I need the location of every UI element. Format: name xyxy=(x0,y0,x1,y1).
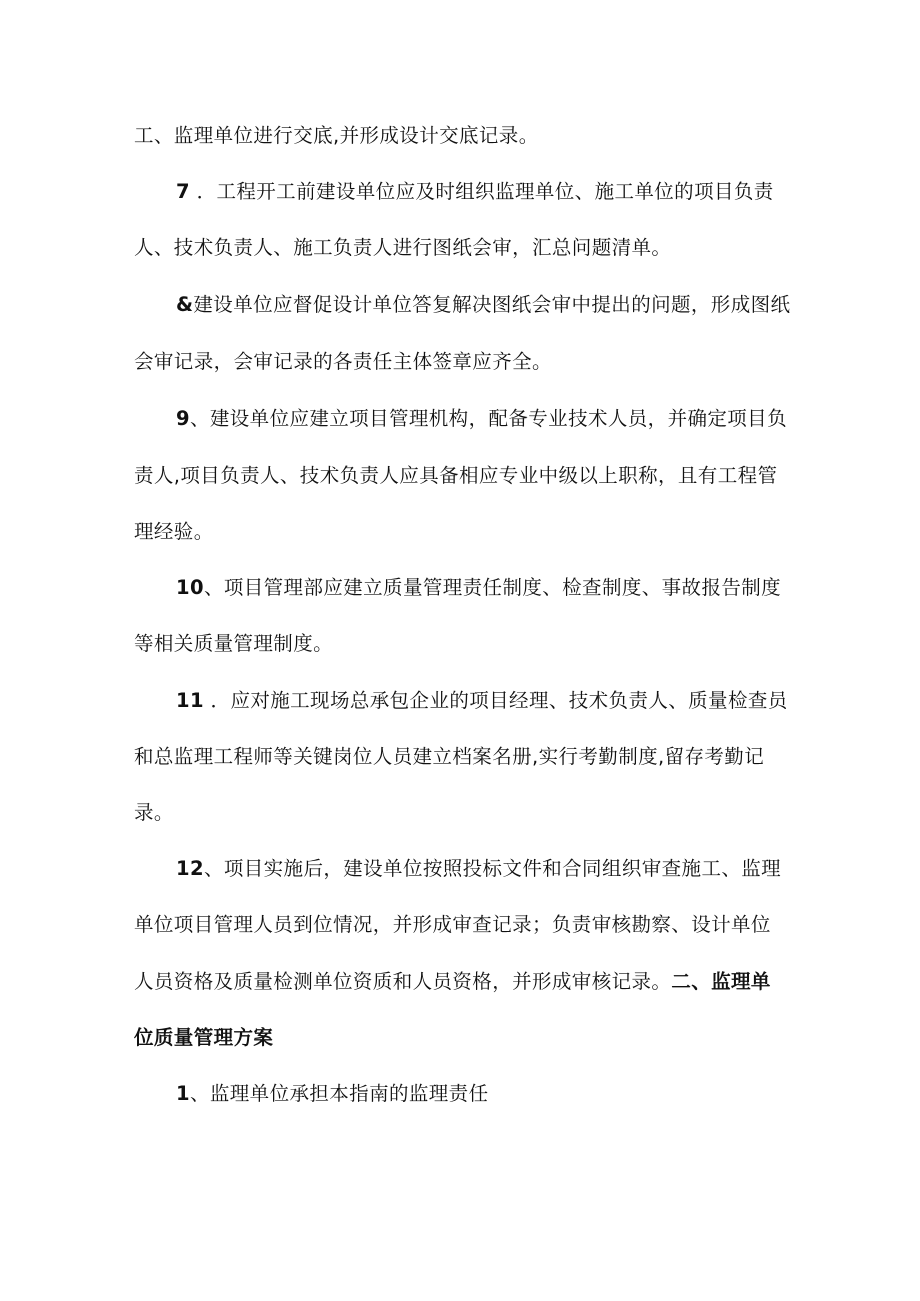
line-text: ．应对施工现场总承包企业的项目经理、技术负责人、质量检查员 xyxy=(210,689,788,712)
item-number: & xyxy=(176,293,194,316)
paragraph-line xyxy=(134,628,333,660)
section-heading-end xyxy=(134,1022,273,1054)
paragraph-line xyxy=(134,346,552,378)
section-heading-start: 二、监理单 xyxy=(671,970,771,993)
line-text: 单位项目管理人员到位情况，并形成审查记录；负责审核勘察、设计单位 xyxy=(134,913,771,936)
paragraph-line xyxy=(134,797,174,829)
paragraph-line xyxy=(176,1078,488,1110)
paragraph-line xyxy=(134,909,771,941)
line-text: 录。 xyxy=(134,801,174,824)
line-text: 位质量管理方案 xyxy=(134,1026,274,1049)
item-number: 1 xyxy=(176,1082,190,1105)
line-text: 会审记录，会审记录的各责任主体签章应齐全。 xyxy=(134,350,552,373)
paragraph-line xyxy=(134,741,764,773)
paragraph-line xyxy=(134,120,539,152)
item-number: 11 xyxy=(176,689,204,712)
line-text: 、监理单位承担本指南的监理责任 xyxy=(189,1082,489,1105)
line-text: 、项目实施后，建设单位按照投标文件和合同组织审查施工、监理 xyxy=(203,857,782,880)
paragraph-line xyxy=(134,966,771,998)
item-number: 12 xyxy=(176,857,204,880)
item-number: 10 xyxy=(176,576,204,599)
line-text: 和总监理工程师等关键岗位人员建立档案名册,实行考勤制度,留存考勤记 xyxy=(134,745,765,768)
line-text: 人、技术负责人、施工负责人进行图纸会审，汇总问题清单。 xyxy=(134,236,672,259)
line-text: 人员资格及质量检测单位资质和人员资格，并形成审核记录。 xyxy=(134,970,672,993)
paragraph-line xyxy=(176,572,781,604)
item-number: 9 xyxy=(176,407,190,430)
line-text: 建设单位应督促设计单位答复解决图纸会审中提出的问题，形成图纸 xyxy=(193,293,791,316)
paragraph-line xyxy=(134,460,777,492)
line-text: 、建设单位应建立项目管理机构，配备专业技术人员，并确定项目负 xyxy=(189,407,787,430)
line-text: 责人,项目负责人、技术负责人应具备相应专业中级以上职称，且有工程管 xyxy=(134,464,778,487)
paragraph-line xyxy=(134,516,214,548)
item-number: 7 xyxy=(176,180,190,203)
line-text: 等相关质量管理制度。 xyxy=(134,632,334,655)
line-text: ．工程开工前建设单位应及时组织监理单位、施工单位的项目负责 xyxy=(196,180,774,203)
paragraph-line xyxy=(176,685,788,717)
paragraph-line xyxy=(134,232,671,264)
paragraph-line xyxy=(176,289,790,321)
line-text: 、项目管理部应建立质量管理责任制度、检查制度、事故报告制度 xyxy=(203,576,782,599)
paragraph-line xyxy=(176,403,787,435)
line-text: 理经验。 xyxy=(134,520,214,543)
paragraph-line xyxy=(176,853,781,885)
paragraph-line xyxy=(176,176,774,208)
line-text: 工、监理单位进行交底,并形成设计交底记录。 xyxy=(134,124,539,147)
